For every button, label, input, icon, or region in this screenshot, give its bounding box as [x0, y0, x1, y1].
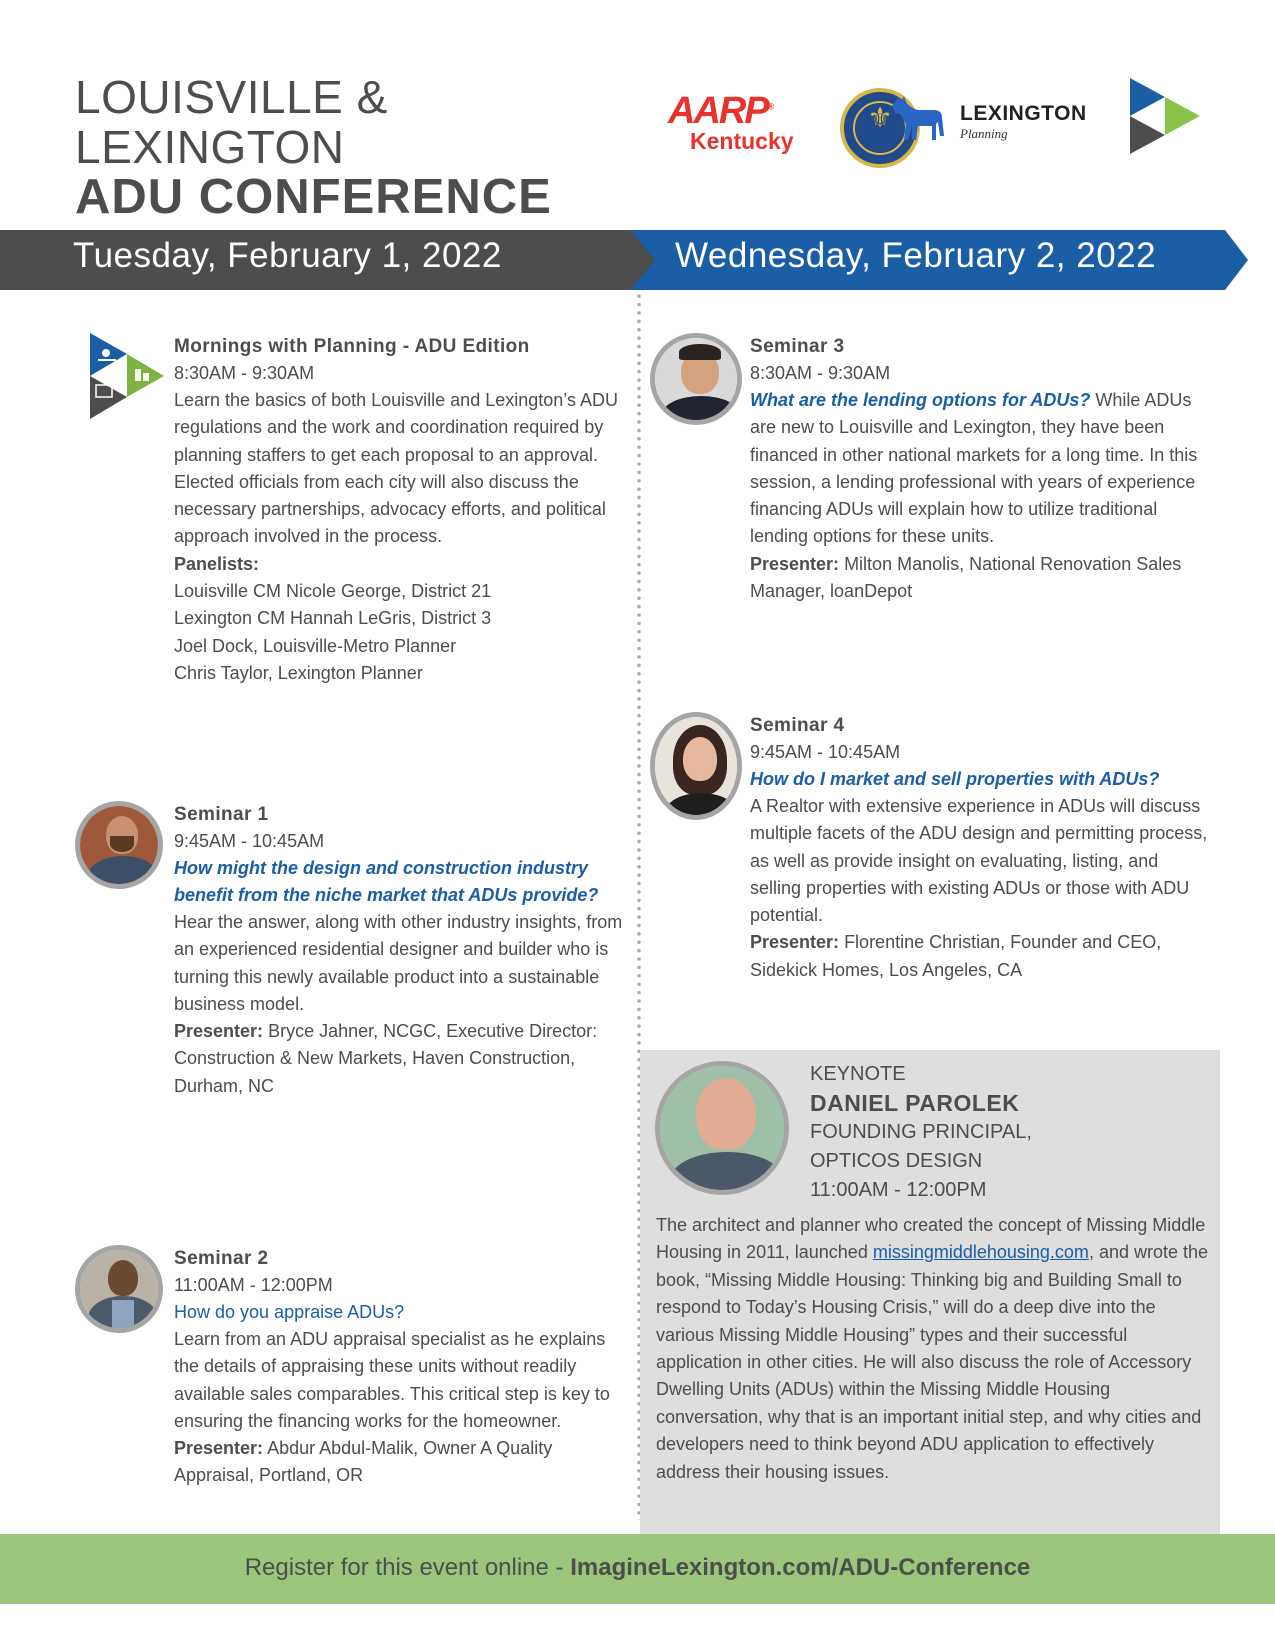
aarp-kentucky-logo: AARP® Kentucky [668, 90, 794, 154]
session-seminar-3 [750, 333, 1210, 605]
session-title: Mornings with Planning - ADU Edition [174, 336, 530, 357]
horse-icon [888, 92, 946, 148]
register-text: Register for this event online - [244, 1554, 571, 1581]
session-title: Seminar 4 [750, 715, 845, 736]
session-time: 9:45AM - 10:45AM [750, 742, 901, 762]
presenter-photo-abdur-abdul-malik [75, 1245, 163, 1333]
day-banner-tuesday [0, 230, 660, 290]
keynote-role: FOUNDING PRINCIPAL, [810, 1121, 1032, 1143]
session-presenter: Presenter: Milton Manolis, National Renovation Sales Manager, loanDepot [750, 553, 1182, 602]
session-question: How do I market and sell properties with ADUs? [750, 769, 1160, 789]
title-line-3: ADU CONFERENCE [75, 170, 552, 224]
session-title: Seminar 3 [750, 336, 845, 357]
presenter-photo-milton-manolis [650, 333, 742, 425]
session-time: 11:00AM - 12:00PM [174, 1275, 333, 1295]
session-seminar-4 [750, 712, 1210, 984]
session-title: Seminar 2 [174, 1248, 269, 1269]
session-presenter: Presenter: Abdur Abdul-Malik, Owner A Quality Appraisal, Portland, OR [174, 1438, 553, 1486]
keynote-description: The architect and planner who created the concept of Missing Middle Housing in 2011, launched missingmiddlehousing.com, and wrote the book, “Missing Middle Housing: Thinking big and Building Small to respond to Today’s Housing Crisis,” will do a deep dive into the various Missing Middle Housing” types and their successful application in other cities. He will also discuss the role of Accessory Dwelling Units (ADUs) within the Missing Middle Housing conversation, why that is an important initial step, and why cities and developers need to think beyond ADU application to effectively address their housing issues. [656, 1215, 1209, 1482]
missing-middle-housing-link[interactable]: missingmiddlehousing.com [872, 1242, 1089, 1263]
session-time: 8:30AM - 9:30AM [174, 363, 315, 383]
day-banner-wednesday [630, 230, 1250, 290]
session-question: How might the design and construction industry benefit from the niche market that ADUs provide? [174, 858, 599, 905]
session-question: What are the lending options for ADUs? [750, 390, 1091, 410]
session-time: 8:30AM - 9:30AM [750, 363, 891, 383]
session-mornings-with-planning [174, 333, 624, 687]
title-line-1: LOUISVILLE & [75, 71, 388, 123]
keynote-company: OPTICOS DESIGN [810, 1150, 983, 1172]
lexington-planning-logo: LEXINGTON Planning [960, 102, 1087, 141]
title-line-2: LEXINGTON [75, 121, 345, 173]
imagine-lexington-triangle-icon [1130, 78, 1200, 154]
panelist: Chris Taylor, Lexington Planner [174, 662, 423, 683]
session-presenter: Presenter: Florentine Christian, Founder and CEO, Sidekick Homes, Los Angeles, CA [750, 932, 1162, 980]
keynote-label: KEYNOTE [810, 1063, 906, 1085]
session-time: 9:45AM - 10:45AM [174, 831, 325, 851]
panelist: Joel Dock, Louisville-Metro Planner [174, 635, 457, 656]
keynote-photo-daniel-parolek [655, 1061, 789, 1195]
session-presenter: Presenter: Bryce Jahner, NCGC, Executive Director: Construction & New Markets, Haven Construction, Durham, NC [174, 1021, 598, 1096]
panelist: Louisville CM Nicole George, District 21 [174, 581, 492, 602]
session-question: How do you appraise ADUs? [174, 1302, 405, 1322]
panelist: Lexington CM Hannah LeGris, District 3 [174, 608, 492, 629]
presenter-photo-florentine-christian [650, 712, 742, 820]
day-label: Tuesday, February 1, 2022 [73, 236, 502, 275]
conference-title [75, 72, 552, 222]
session-description: While ADUs are new to Louisville and Lexington, they have been financed in other national markets for a long time. In this session, a lending professional with years of experience financing ADUs will explain how to utilize traditional lending options for these units. [750, 390, 1198, 547]
session-description: A Realtor with extensive experience in ADUs will discuss multiple facets of the ADU design and permitting process, as well as provide insight on evaluating, listing, and selling properties with existing ADUs or those with ADU potential. [750, 796, 1208, 926]
session-seminar-1 [174, 801, 634, 1100]
session-description: Learn the basics of both Louisville and Lexington’s ADU regulations and the work and coordination required by planning staffers to get each proposal to an approval. Elected officials from each city will also discuss the necessary partnerships, advocacy efforts, and political approach involved in the process. [174, 390, 618, 547]
keynote-time: 11:00AM - 12:00PM [810, 1179, 987, 1201]
panelists-label: Panelists: [174, 553, 260, 574]
fleur-de-lis-icon: ⚜ [867, 102, 893, 133]
session-seminar-2 [174, 1245, 634, 1490]
day-label: Wednesday, February 2, 2022 [675, 236, 1157, 275]
registration-footer [0, 1534, 1275, 1604]
keynote-speaker: DANIEL PAROLEK [810, 1090, 1020, 1116]
session-description: Learn from an ADU appraisal specialist as he explains the details of appraising these units without readily available sales comparables. This critical step is key to ensuring the financing works for the homeowner. [174, 1329, 610, 1431]
session-description: Hear the answer, along with other industry insights, from an experienced residential designer and builder who is turning this newly available product into a sustainable business model. [174, 912, 623, 1014]
planning-triangle-icon [90, 333, 164, 419]
keynote-heading [810, 1060, 1032, 1205]
presenter-photo-bryce-jahner [75, 801, 163, 889]
sponsor-logos [660, 78, 1220, 168]
register-url-link[interactable]: ImagineLexington.com/ADU-Conference [570, 1554, 1031, 1581]
session-title: Seminar 1 [174, 804, 269, 825]
